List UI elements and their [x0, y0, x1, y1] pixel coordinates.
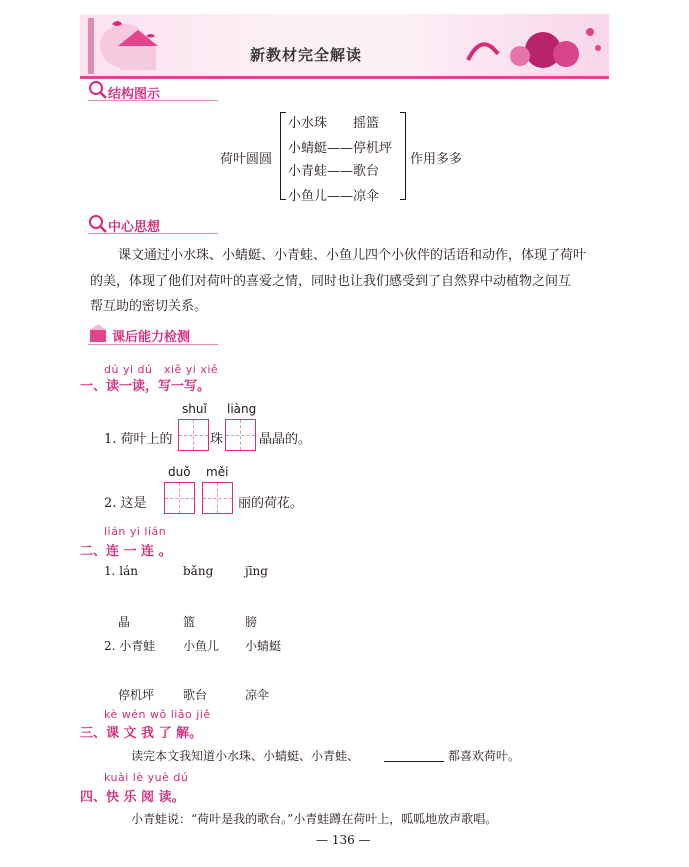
- match-item[interactable]: 篮: [183, 615, 196, 629]
- q4-pinyin: kuài lè yuè dú: [104, 771, 189, 784]
- pinyin-label: duǒ: [168, 465, 191, 479]
- character-box[interactable]: [178, 419, 209, 451]
- q2-title: 二、连 一 连 。: [80, 544, 172, 559]
- match-item[interactable]: jīng: [245, 564, 268, 578]
- house-illustration-icon: [84, 16, 194, 74]
- sentence-text: 晶晶的。: [259, 432, 312, 447]
- sentence-text: 珠: [210, 432, 224, 447]
- q3-title: 三、课 文 我 了 解。: [80, 726, 203, 741]
- divider: [88, 233, 218, 234]
- structure-heading: 结构图示: [108, 87, 161, 102]
- fill-blank[interactable]: [384, 761, 444, 762]
- match-item[interactable]: bǎng: [183, 564, 214, 578]
- character-box[interactable]: [164, 482, 195, 514]
- q1-pinyin: dú yi dú xiě yi xiě: [104, 363, 219, 376]
- q3-pinyin: kè wén wǒ liǎo jiě: [104, 708, 211, 721]
- structure-item: 小水珠 摇篮: [288, 116, 380, 131]
- q2-pinyin: lián yi lián: [104, 525, 167, 538]
- structure-summary: 作用多多: [410, 152, 463, 167]
- central-line: 课文通过小水珠、小蜻蜓、小青蛙、小鱼儿四个小伙伴的话语和动作，体现了荷叶: [118, 248, 587, 263]
- match-item[interactable]: 2. 小青蛙: [104, 639, 156, 653]
- structure-item: 小蜻蜓——停机坪: [288, 141, 393, 156]
- magnifier-icon: [88, 80, 108, 100]
- match-item[interactable]: 歌台: [183, 688, 208, 702]
- central-line: 帮互助的密切关系。: [90, 299, 208, 314]
- divider: [88, 344, 218, 345]
- left-bracket: [280, 112, 286, 200]
- match-item[interactable]: 膀: [245, 615, 258, 629]
- structure-item: 小青蛙——歌台: [288, 164, 380, 179]
- q3-text: 都喜欢荷叶。: [448, 749, 521, 763]
- divider: [88, 100, 218, 101]
- pinyin-label: liàng: [227, 402, 257, 416]
- match-item[interactable]: 停机坪: [118, 688, 155, 702]
- match-item[interactable]: 小蜻蜓: [245, 639, 282, 653]
- central-heading: 中心思想: [108, 220, 161, 235]
- page-number: — 136 —: [316, 833, 371, 847]
- q3-text: 读完本文我知道小水珠、小蜻蜓、小青蛙、: [131, 749, 360, 763]
- sentence-text: 2. 这是: [104, 496, 147, 511]
- central-line: 的美，体现了他们对荷叶的喜爱之情，同时也让我们感受到了自然界中动植物之间互: [90, 274, 572, 289]
- match-item[interactable]: 小鱼儿: [183, 639, 220, 653]
- q4-title: 四、快 乐 阅 读。: [80, 790, 185, 805]
- q1-title: 一、读一读，写一写。: [80, 379, 211, 394]
- practice-heading: 课后能力检测: [112, 330, 191, 345]
- pencil-box-icon: [88, 322, 110, 344]
- q4-passage: 小青蛙说：“荷叶是我的歌台。”小青蛙蹲在荷叶上，呱呱地放声歌唱。: [131, 812, 498, 826]
- match-item[interactable]: 晶: [118, 615, 131, 629]
- character-box[interactable]: [202, 482, 233, 514]
- pinyin-label: měi: [206, 465, 229, 479]
- match-item[interactable]: 1. lán: [104, 564, 138, 578]
- sentence-text: 1. 荷叶上的: [104, 432, 173, 447]
- structure-item: 小鱼儿——凉伞: [288, 189, 380, 204]
- magnifier-icon: [88, 214, 108, 234]
- structure-root: 荷叶圆圆: [220, 152, 273, 167]
- sentence-text: 丽的荷花。: [238, 496, 304, 511]
- right-bracket: [400, 112, 406, 200]
- header-title: 新教材完全解读: [250, 46, 363, 64]
- pinyin-label: shuǐ: [182, 402, 207, 416]
- flower-illustration-icon: [448, 20, 608, 72]
- character-box[interactable]: [225, 419, 256, 451]
- match-item[interactable]: 凉伞: [245, 688, 270, 702]
